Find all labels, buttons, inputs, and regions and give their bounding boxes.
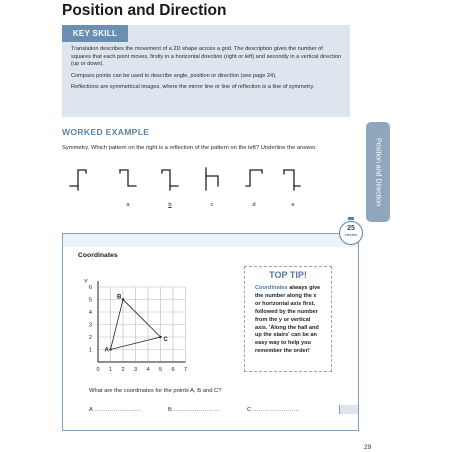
option-label-d: d (252, 202, 256, 208)
pattern-option-e (284, 170, 300, 190)
timer-value: 25 (347, 225, 355, 232)
top-tip-heading: TOP TIP! (269, 270, 307, 280)
y-tick-label: 4 (88, 310, 92, 316)
option-label-c: c (210, 202, 214, 208)
key-skill-heading: KEY SKILL (62, 25, 128, 42)
answer-c[interactable] (247, 407, 299, 413)
x-tick-label: 1 (108, 367, 113, 373)
worked-example-question: Symmetry. Which pattern on the right is a reflection of the pattern on the left? Underline the answer. (62, 145, 317, 151)
answer-c-label: C (247, 407, 252, 413)
exercise-panel-header (63, 234, 358, 247)
top-tip-body (255, 285, 323, 356)
x-tick-label: 5 (158, 367, 163, 373)
symmetry-patterns (62, 160, 350, 218)
pattern-option-a (120, 170, 136, 186)
x-tick-label: 4 (146, 367, 150, 373)
panel-corner-tab (339, 405, 358, 414)
y-tick-label: 2 (88, 335, 92, 341)
option-label-b: b (168, 202, 172, 208)
point-a (109, 348, 111, 350)
x-tick-label: 6 (171, 367, 175, 373)
option-label-a: a (126, 202, 130, 208)
x-tick-label: 0 (96, 367, 100, 373)
point-b (122, 298, 124, 300)
side-tab-label: Position and Direction (374, 137, 382, 207)
key-skill-paragraph-reflection: Reflections are symmetrical images, where the mirror line or line of reflection is a line of symmetry. (71, 84, 315, 91)
pattern-option-c (206, 168, 218, 190)
point-label-b: B (117, 294, 122, 301)
patterns-drawing (62, 160, 350, 200)
point-label-a: A (104, 347, 109, 354)
key-skill-body (71, 46, 343, 96)
option-label-e: e (291, 202, 295, 208)
x-tick-label: 2 (121, 367, 125, 373)
top-tip-text: always give the number along the x or horizontal axis first, followed by the number from the y or vertical axis. 'Along the hall and up the stairs' can be an easy way to help you remember the order! (255, 285, 321, 355)
top-tip-keyword: Coordinates (255, 285, 288, 291)
point-label-c: C (163, 337, 168, 343)
answer-c-blank[interactable]: …………………… (252, 407, 300, 413)
key-skill-paragraph-translation: Translation describes the movement of a 2D shape across a grid. The description gives the number of squares that each point moves, firstly in a horizontal direction (right or left) and secondly in a vertical direction (up or down). (71, 46, 342, 68)
coordinates-title: Coordinates (78, 252, 118, 259)
grid-lines (98, 287, 186, 362)
triangle-abc (105, 295, 169, 354)
stopwatch-knob (348, 217, 354, 220)
y-axis-title: Y (84, 279, 88, 285)
answer-a-blank[interactable]: …………………… (94, 407, 141, 413)
answer-b-label: B (168, 407, 172, 413)
top-tip-box (244, 266, 332, 372)
answer-b-blank[interactable]: …………………… (173, 407, 220, 413)
pattern-option-b (162, 170, 178, 190)
y-tick-label: 6 (88, 285, 92, 291)
y-tick-label: 3 (88, 322, 92, 329)
section-side-tab (366, 122, 390, 222)
coordinate-grid (80, 268, 202, 380)
worked-example-heading: WORKED EXAMPLE (62, 127, 150, 137)
y-tick-label: 5 (88, 297, 92, 304)
page-title: Position and Direction (62, 2, 227, 19)
key-skill-box (62, 25, 350, 117)
answer-a-label: A (89, 407, 93, 413)
point-c (159, 336, 161, 338)
stopwatch-icon (339, 221, 363, 245)
answer-a[interactable] (89, 407, 141, 413)
pattern-original (70, 170, 86, 190)
coordinates-question: What are the coordinates for the points A, B and C? (89, 388, 222, 394)
page-number: 29 (364, 444, 372, 451)
y-tick-label: 1 (88, 347, 92, 354)
x-tick-label: 7 (183, 367, 188, 373)
timer-unit: minutes (344, 233, 358, 237)
x-tick-label: 3 (133, 367, 138, 373)
pattern-option-d (246, 170, 262, 186)
key-skill-paragraph-compass: Compass points can be used to describe angle, position or direction (see page 24). (71, 72, 277, 79)
answer-b[interactable] (168, 407, 220, 413)
